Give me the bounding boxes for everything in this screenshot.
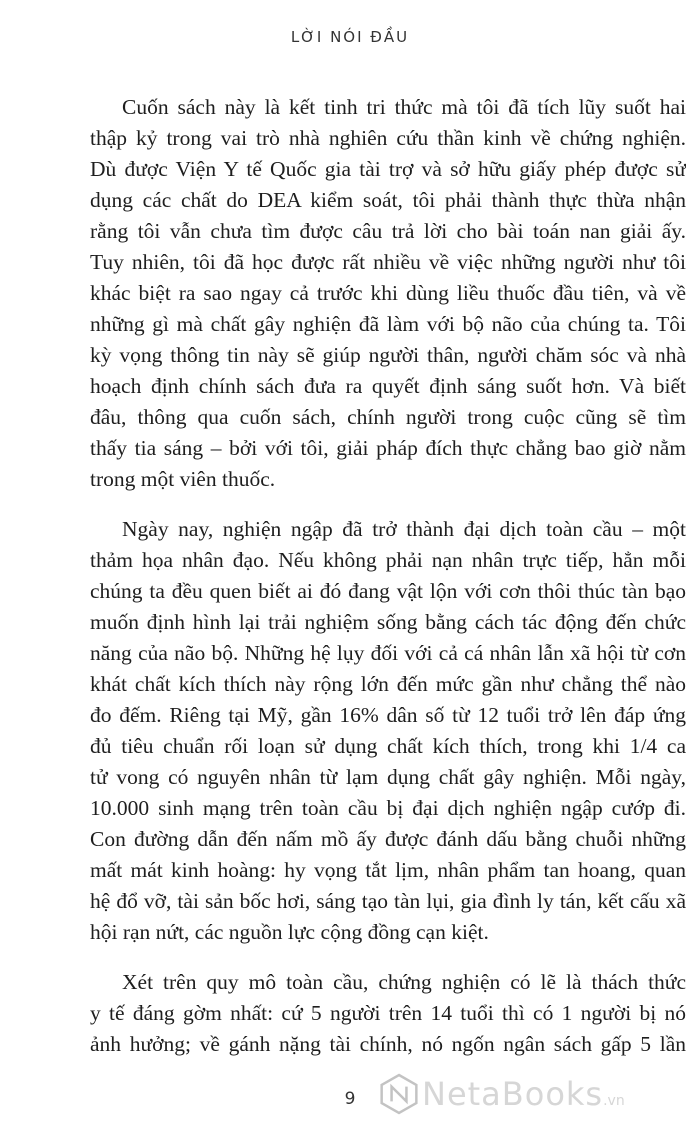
text-line: khát chất kích thích này rộng lớn đến mức gần như chẳng thể nào [90,672,686,696]
text-line: Xét trên quy mô toàn cầu, chứng nghiện có lẽ là thách thức [122,970,686,994]
text-line: thập kỷ trong vai trò nhà nghiên cứu thần kinh về chứng nghiện. [90,126,686,150]
body-text [90,92,686,1079]
text-line: trong một viên thuốc. [90,467,276,491]
text-line: Tuy nhiên, tôi đã học được rất nhiều về việc những người như tôi [90,250,686,274]
text-line: hệ đổ vỡ, tài sản bốc hơi, sáng tạo tàn lụi, gia đình ly tán, kết cấu xã [90,889,686,913]
text-line: rằng tôi vẫn chưa tìm được câu trả lời cho bài toán nan giải ấy. [90,219,686,243]
paragraph [90,514,686,948]
text-line: dụng các chất do DEA kiểm soát, tôi phải thành thực thừa nhận [90,188,686,212]
watermark-text: NetaBooks [422,1075,604,1113]
text-line: tử vong có nguyên nhân từ lạm dụng chất gây nghiện. Mỗi ngày, [90,765,686,789]
text-line: thảm họa nhân đạo. Nếu không phải nạn nhân trực tiếp, hẳn mỗi [90,548,686,572]
text-line: chúng ta đều quen biết ai đó đang vật lộn với cơn thôi thúc tàn bạo [90,579,686,603]
text-line: đâu, thông qua cuốn sách, chính người trong cuộc cũng sẽ tìm [90,405,686,429]
text-line: Cuốn sách này là kết tinh tri thức mà tôi đã tích lũy suốt hai [122,95,686,119]
text-line: Ngày nay, nghiện ngập đã trở thành đại dịch toàn cầu – một [122,517,686,541]
text-line: y tế đáng gờm nhất: cứ 5 người trên 14 tuổi thì có 1 người bị nó [90,1001,686,1025]
text-line: đủ tiêu chuẩn rối loạn sử dụng chất kích thích, trong khi 1/4 ca [90,734,686,758]
text-line: Con đường dẫn đến nấm mồ ấy được đánh dấu bằng chuỗi những [90,827,686,851]
paragraph [90,967,686,1060]
paragraph [90,92,686,495]
text-line: hoạch định chính sách đưa ra quyết định sáng suốt hơn. Và biết [90,374,686,398]
text-line: khác biệt ra sao ngay cả trước khi dùng liều thuốc đầu tiên, và về [90,281,686,305]
text-line: thấy tia sáng – bởi với tôi, giải pháp đích thực chẳng bao giờ nằm [90,436,686,460]
text-line: Dù được Viện Y tế Quốc gia tài trợ và sở hữu giấy phép được sử [90,157,686,181]
text-line: đo đếm. Riêng tại Mỹ, gần 16% dân số từ 12 tuổi trở lên đáp ứng [90,703,686,727]
text-line: muốn định hình lại trải nghiệm sống bằng cách tác động đến chức [90,610,686,634]
watermark-logo [380,1072,625,1116]
text-line: kỳ vọng thông tin này sẽ giúp người thân, người chăm sóc và nhà [90,343,686,367]
text-line: những gì mà chất gây nghiện đã làm với bộ não của chúng ta. Tôi [90,312,686,336]
watermark-suffix: .vn [603,1093,625,1109]
page-number: 9 [344,1089,356,1109]
text-line: hội rạn nứt, các nguồn lực cộng đồng cạn kiệt. [90,920,489,944]
text-line: năng của não bộ. Những hệ lụy đối với cả cá nhân lẫn xã hội từ cơn [90,641,686,665]
chapter-title: LỜI NÓI ĐẦU [290,28,410,46]
text-line: ảnh hưởng; về gánh nặng tài chính, nó ngốn ngân sách gấp 5 lần [90,1032,686,1056]
text-line: mất mát kinh hoàng: hy vọng tắt lịm, nhân phẩm tan hoang, quan [90,858,686,882]
text-line: 10.000 sinh mạng trên toàn cầu bị đại dịch nghiện ngập cướp đi. [90,796,686,820]
netabooks-logo-icon [380,1073,418,1115]
